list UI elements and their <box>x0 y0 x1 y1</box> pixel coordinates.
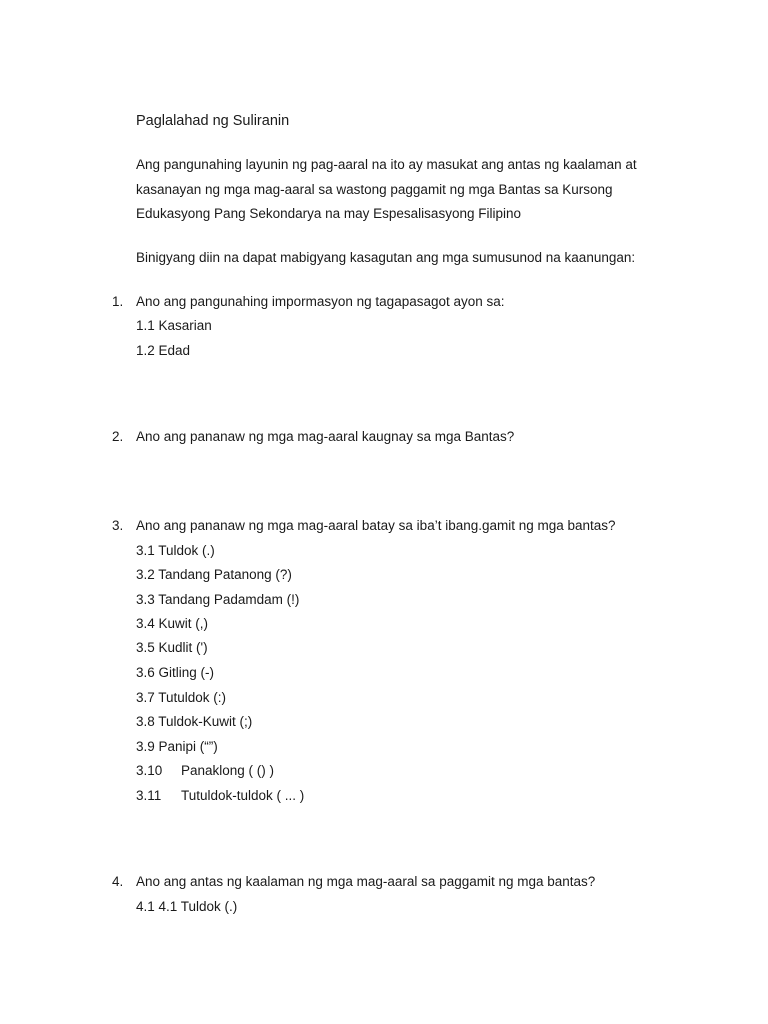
sub-item-content <box>136 759 274 784</box>
sub-item-label: 3.1 Tuldok (.) <box>136 543 215 558</box>
intro-line: Ang pangunahing layunin ng pag-aaral na ito ay masukat ang antas ng kaalaman at <box>136 157 637 172</box>
sub-item-label: 3.7 Tutuldok (:) <box>136 690 227 705</box>
sub-item-label: 3.5 Kudlit (') <box>136 640 208 655</box>
question-text: Ano ang pananaw ng mga mag-aaral batay sa iba’t ibang.gamit ng mga bantas? <box>136 518 616 533</box>
question-text: Ano ang pananaw ng mga mag-aaral kaugnay sa mga Bantas? <box>136 429 515 444</box>
sub-item-number: 3.10 <box>136 763 163 778</box>
sub-item-label: 3.3 Tandang Padamdam (!) <box>136 592 300 607</box>
sub-item-label: 4.1 4.1 Tuldok (.) <box>136 899 238 914</box>
question-number: 1. <box>112 294 124 309</box>
sub-item-label: 1.1 Kasarian <box>136 318 212 333</box>
sub-item-label: 3.6 Gitling (-) <box>136 665 215 680</box>
question-text: Ano ang antas ng kaalaman ng mga mag-aaral sa paggamit ng mga bantas? <box>136 874 596 889</box>
sub-item-label: Panaklong ( () ) <box>181 763 275 778</box>
sub-item-label: Tutuldok-tuldok ( ... ) <box>181 788 305 803</box>
sub-item-content <box>136 784 304 809</box>
sub-item-label: 3.9 Panipi (“”) <box>136 739 218 754</box>
sub-item-number: 3.11 <box>136 788 162 803</box>
instruction-paragraph: Binigyang diin na dapat mabigyang kasagutan ang mga sumusunod na kaanungan: <box>136 250 636 265</box>
question-number: 2. <box>112 429 124 444</box>
sub-item-label: 3.4 Kuwit (,) <box>136 616 209 631</box>
question-text: Ano ang pangunahing impormasyon ng tagapasagot ayon sa: <box>136 294 505 309</box>
question-number: 4. <box>112 874 124 889</box>
intro-line: Edukasyong Pang Sekondarya na may Espesalisasyong Filipino <box>136 206 521 221</box>
intro-line: kasanayan ng mga mag-aaral sa wastong paggamit ng mga Bantas sa Kursong <box>136 181 613 197</box>
sub-item-label: 3.8 Tuldok-Kuwit (;) <box>136 714 253 729</box>
sub-item-label: 1.2 Edad <box>136 343 191 358</box>
document-heading: Paglalahad ng Suliranin <box>136 113 290 129</box>
intro-paragraph <box>136 153 696 227</box>
question-number: 3. <box>112 518 124 533</box>
sub-item-label: 3.2 Tandang Patanong (?) <box>136 567 292 582</box>
